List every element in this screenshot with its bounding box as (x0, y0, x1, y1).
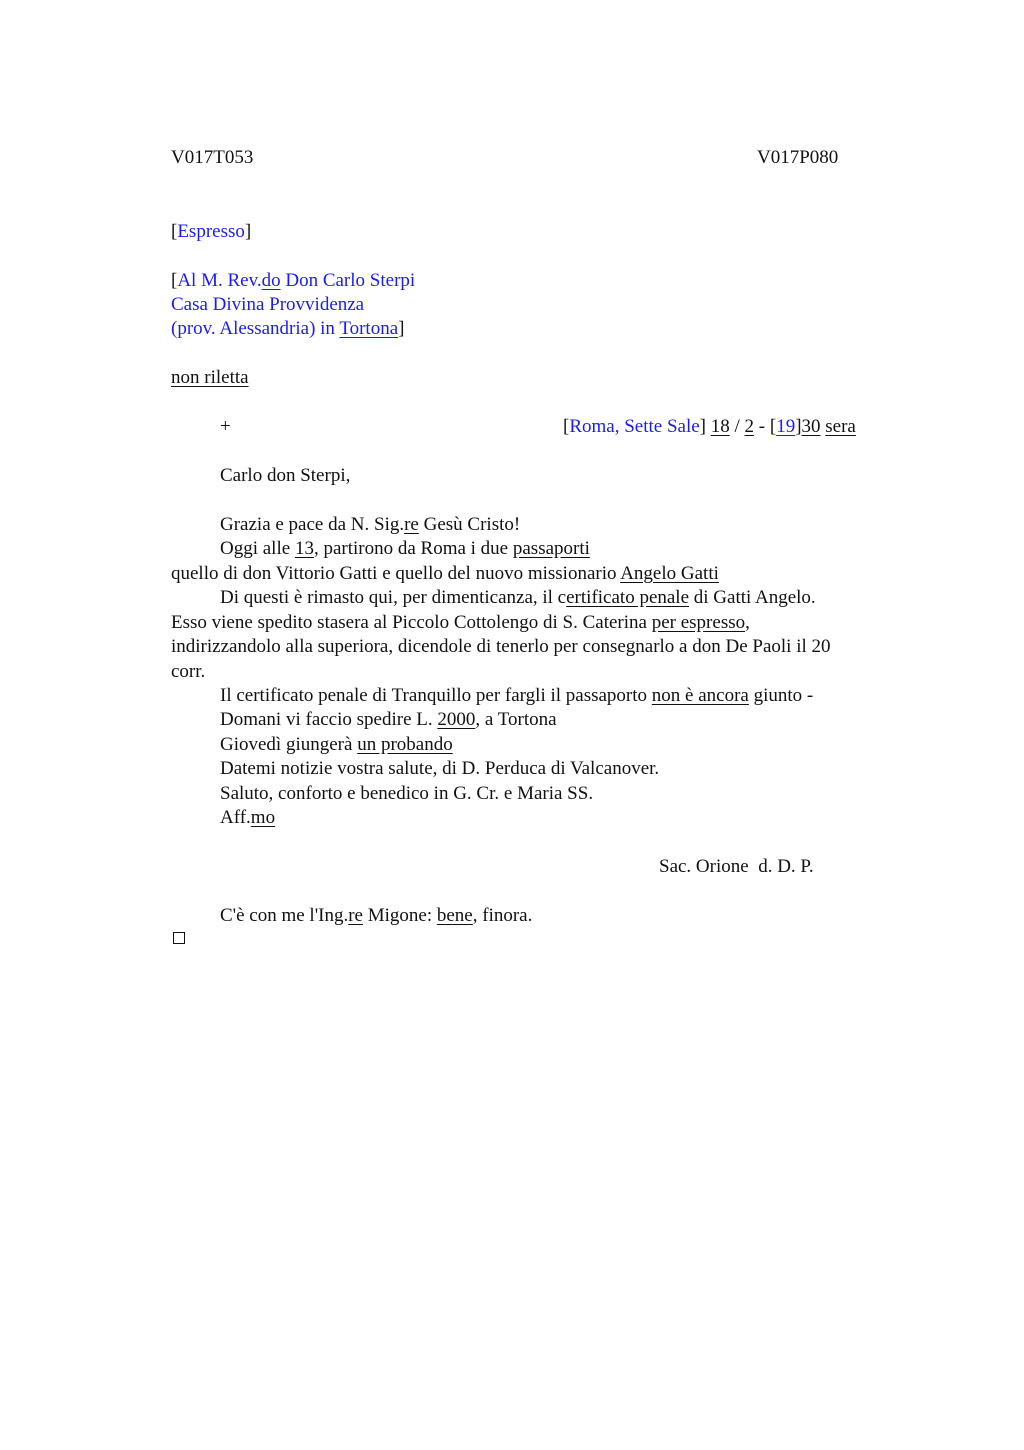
body-line-1: Grazia e pace da N. Sig.re Gesù Cristo! (220, 514, 521, 535)
address-city: Tortona (339, 318, 399, 339)
header-right-code: V017P080 (757, 147, 839, 168)
salutation: Carlo don Sterpi, (220, 465, 351, 486)
signature: Sac. Orione d. D. P. (659, 856, 814, 877)
body-line-8: Il certificato penale di Tranquillo per fargli il passaporto non è ancora giunto - (220, 685, 814, 706)
address-line-2: Casa Divina Provvidenza (171, 294, 365, 315)
delivery-word: Espresso (177, 221, 245, 242)
body-line-11: Datemi notizie vostra salute, di D. Perduca di Valcanover. (220, 758, 660, 779)
body-line-10: Giovedì giungerà un probando (220, 734, 453, 755)
body-line-2: Oggi alle 13, partirono da Roma i due passaporti (220, 538, 590, 559)
header-left-code: V017T053 (171, 147, 254, 168)
body-line-6: indirizzandolo alla superiora, dicendole di tenerlo per consegnarlo a don De Paoli il 20 (171, 636, 831, 657)
delivery-note: [Espresso] (171, 221, 252, 242)
review-note: non riletta (171, 367, 249, 388)
body-line-13: Aff.mo (220, 807, 276, 828)
body-line-5: Esso viene spedito stasera al Piccolo Cottolengo di S. Caterina per espresso, (171, 612, 750, 633)
cross-mark: + (220, 416, 231, 437)
postscript: C'è con me l'Ing.re Migone: bene, finora. (220, 905, 533, 926)
dateline: [Roma, Sette Sale] 18 / 2 - [19]30 sera (563, 416, 856, 437)
dateline-place: Roma, Sette Sale (569, 416, 700, 437)
address-line-3: (prov. Alessandria) in Tortona] (171, 318, 405, 339)
body-line-7: corr. (171, 661, 206, 682)
end-box-icon (173, 932, 185, 944)
body-line-12: Saluto, conforto e benedico in G. Cr. e Maria SS. (220, 783, 594, 804)
body-line-3: quello di don Vittorio Gatti e quello del nuovo missionario Angelo Gatti (171, 563, 719, 584)
body-line-9: Domani vi faccio spedire L. 2000, a Tortona (220, 709, 557, 730)
body-line-4: Di questi è rimasto qui, per dimenticanza, il certificato penale di Gatti Angelo. (220, 587, 816, 608)
address-line-1: [Al M. Rev.do Don Carlo Sterpi (171, 270, 416, 291)
